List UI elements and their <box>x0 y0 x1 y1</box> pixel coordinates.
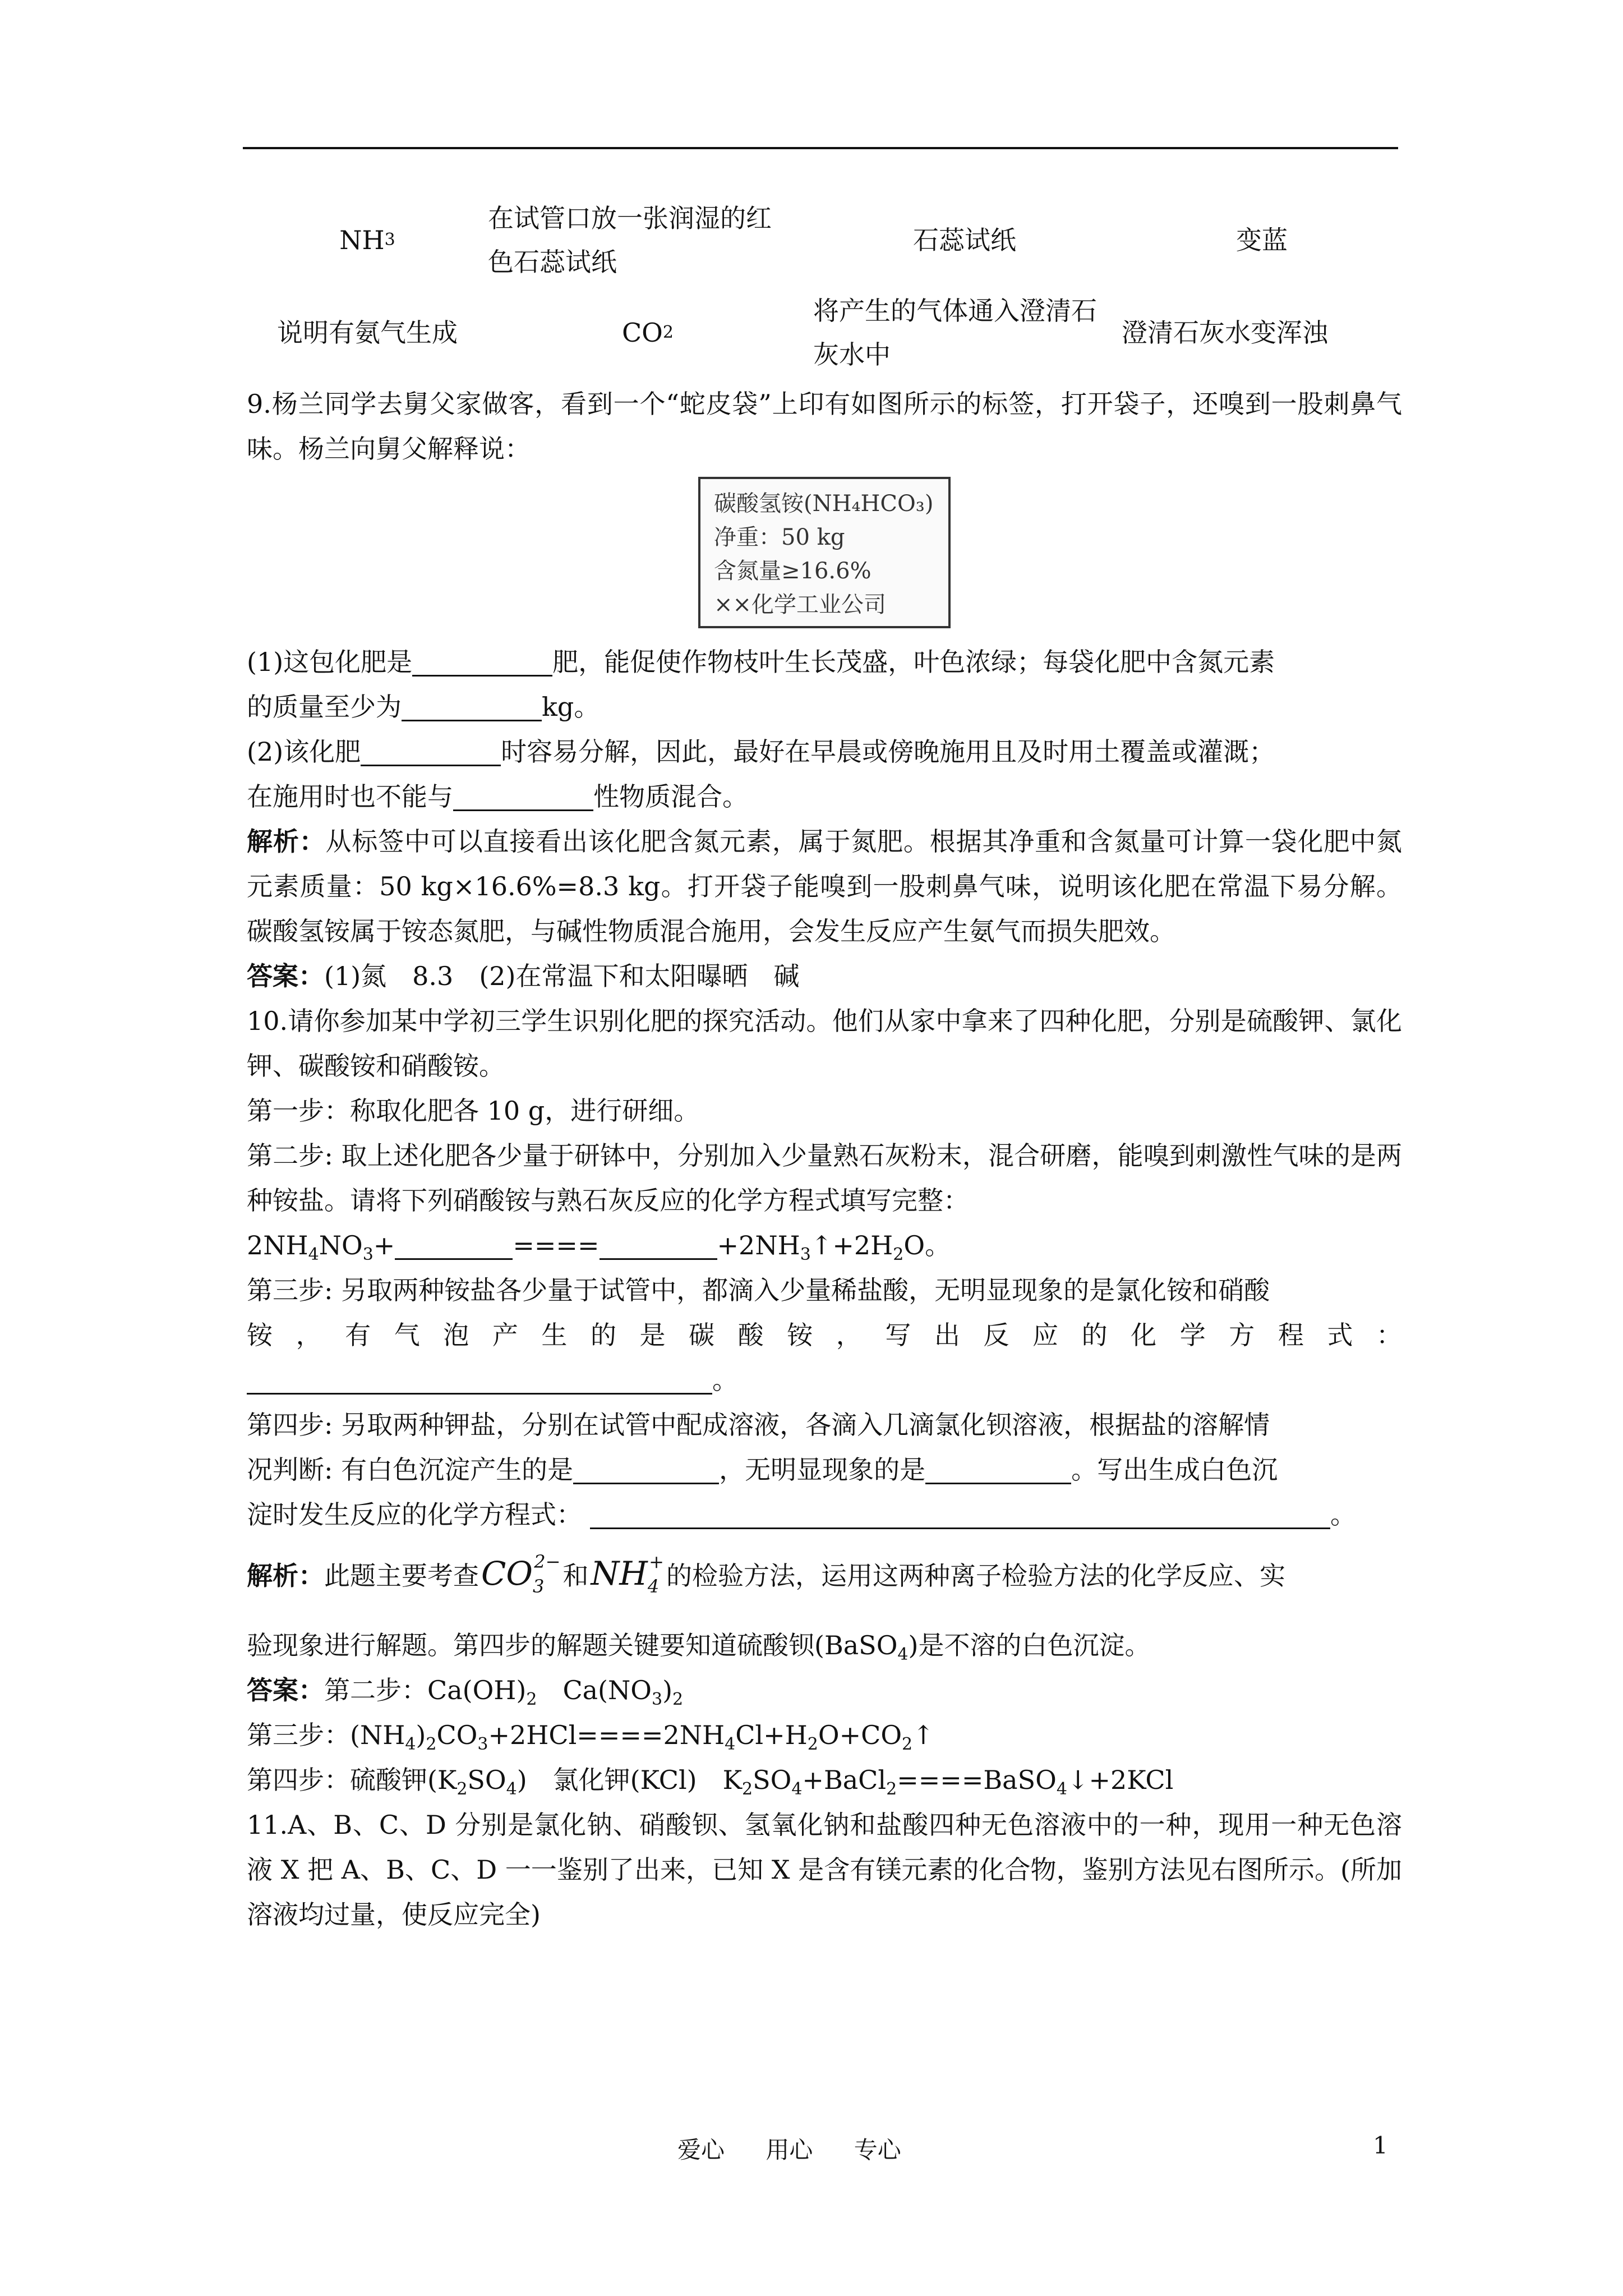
answer-blank <box>600 1227 717 1260</box>
question-10-answer-step-2: 答案：第二步：$Ca(OH)_2$ $Ca(NO_3)_2$ <box>247 1675 684 1709</box>
answer-blank <box>412 643 552 677</box>
question-10-answer-step-3: 第三步：$(NH_4)_2CO_3+2HCl====2NH_4Cl+H_2O+CO_2↑$ <box>247 1720 934 1754</box>
question-10-stem: 10.请你参加某中学初三学生识别化肥的探究活动。他们从家中拿来了四种化肥，分别是硫酸钾、氯化钾、碳酸铵和硝酸铵。 <box>247 1006 1402 1081</box>
answer-blank <box>925 1451 1071 1484</box>
table-cell: 石蕊试纸 <box>913 224 1016 255</box>
question-11-stem: 11.A、B、C、D 分别是氯化钠、硝酸钡、氢氧化钠和盐酸四种无色溶液中的一种，现用一种无色溶液 X 把 A、B、C、D 一一鉴别了出来，已知 X 是含有镁元素的化合物，鉴别方法见右图所示。(所加溶液均过量，使反应完全) <box>247 1810 1402 1930</box>
question-10-step-2: 第二步: 取上述化肥各少量于研钵中，分别加入少量熟石灰粉末，混合研磨，能嗅到刺激性气味的是两种铵盐。请将下列硝酸铵与熟石灰反应的化学方程式填写完整： <box>247 1140 1402 1216</box>
question-10-step-3: 第三步: 另取两种铵盐各少量于试管中，都滴入少量稀盐酸，无明显现象的是氯化铵和硝酸 铵，有气泡产生的是碳酸铵，写出反应的化学方程式： 。 <box>247 1275 1402 1395</box>
carbonate-ion-formula: $CO_3^{2-}$ <box>481 1551 561 1597</box>
question-9-part-1: (1)这包化肥是 肥，能促使作物枝叶生长茂盛，叶色浓绿；每袋化肥中含氮元素 的质量至少为 kg。 <box>247 639 1402 729</box>
table-cell: 说明有氨气生成 <box>277 318 458 348</box>
footer-slogan: 爱心 用心 专心 <box>677 2136 901 2164</box>
question-9-part-2: (2)该化肥 时容易分解，因此，最好在早晨或傍晚施用且及时用土覆盖或灌溉； 在施用时也不能与 性物质混合。 <box>247 729 1402 819</box>
question-10-equation: $2NH_4NO_3+$ ==== $+2NH_3↑+2H_2O$。 <box>247 1223 1402 1268</box>
table-cell: 澄清石灰水变浑浊 <box>1122 318 1328 348</box>
fertilizer-label-image <box>698 477 951 628</box>
question-9-stem: 9.杨兰同学去舅父家做客，看到一个“蛇皮袋”上印有如图所示的标签，打开袋子，还嗅到一股刺鼻气味。杨兰向舅父解释说： <box>247 389 1402 464</box>
question-9-analysis: 解析：从标签中可以直接看出该化肥含氮元素，属于氮肥。根据其净重和含氮量可计算一袋化肥中氮元素质量：50 kg×16.6%=8.3 kg。打开袋子能嗅到一股刺鼻气味，说明该化肥在常温下易分解。碳酸氢铵属于铵态氮肥，与碱性物质混合施用，会发生反应产生氨气而损失肥效。 <box>247 826 1403 946</box>
table-row <box>247 289 1402 376</box>
page-body <box>247 191 1402 1937</box>
table-cell: CO 2 <box>621 318 674 348</box>
question-10-step-1: 第一步：称取化肥各 10 g，进行研细。 <box>247 1096 700 1126</box>
question-10-analysis: 解析：此题主要考查$CO_3^{2-}$和$NH_4^+$的检验方法，运用这两种离子检验方法的化学反应、实 <box>247 1537 1402 1623</box>
answer-blank <box>453 778 593 811</box>
table-cell: 将产生的气体通入澄清石灰水中 <box>813 296 1097 370</box>
label-line: 净重：50 kg <box>714 524 845 550</box>
label-line: ××化学工业公司 <box>714 592 887 618</box>
question-10-step-4: 第四步: 另取两种钾盐，分别在试管中配成溶液，各滴入几滴氯化钡溶液，根据盐的溶解情 况判断: 有白色沉淀产生的是 ，无明显现象的是 。写出生成白色沉 淀时发生反应的化学方程式： 。 <box>247 1410 1356 1530</box>
header-rule <box>243 147 1398 149</box>
answer-blank <box>247 1361 712 1395</box>
label-line: 碳酸氢铵(NH₄HCO₃) <box>714 491 934 517</box>
table-row <box>247 191 1402 289</box>
table-cell: NH 3 <box>339 224 395 255</box>
question-10-answer-step-4: 第四步：硫酸钾$(K_2SO_4)$ 氯化钾(KCl) $K_2SO_4+BaCl_2====BaSO_4↓+2KCl$ <box>247 1765 1174 1799</box>
ammonium-ion-formula: $NH_4^+$ <box>591 1551 664 1597</box>
page-number: 1 <box>1373 2132 1388 2159</box>
question-9-answer: 答案：(1)氮 8.3 (2)在常温下和太阳曝晒 碱 <box>247 961 800 991</box>
question-10-analysis-cont: 验现象进行解题。第四步的解题关键要知道硫酸钡(BaSO$_4$)是不溶的白色沉淀。 <box>247 1630 1151 1664</box>
answer-blank <box>395 1227 513 1260</box>
answer-blank <box>573 1451 719 1484</box>
table-cell: 在试管口放一张润湿的红色石蕊试纸 <box>488 203 772 277</box>
label-line: 含氮量≥16.6% <box>714 558 872 584</box>
answer-blank <box>361 733 501 766</box>
table-cell: 变蓝 <box>1236 224 1288 255</box>
answer-blank <box>402 688 542 721</box>
answer-blank <box>590 1496 1330 1529</box>
